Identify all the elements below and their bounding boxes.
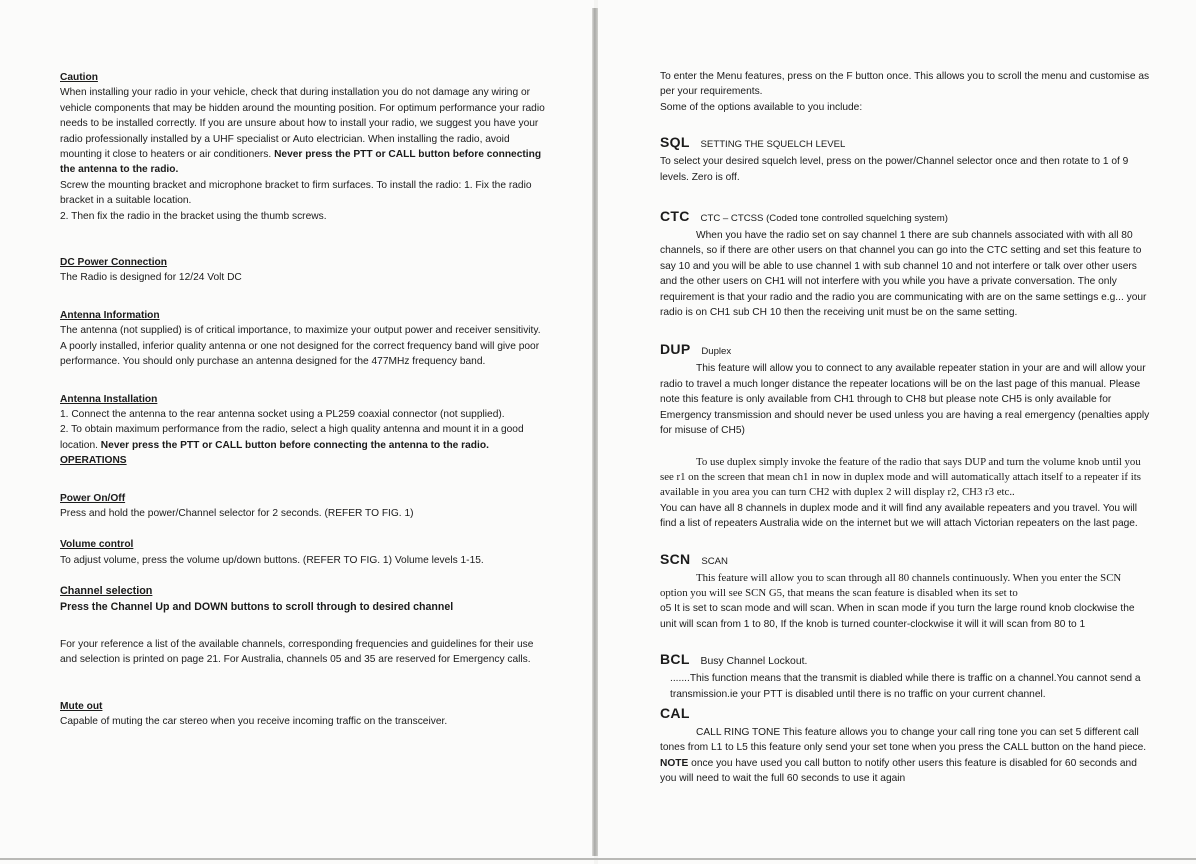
menu-intro-options: Some of the options available to you include:: [660, 101, 863, 113]
caution-section: [60, 70, 546, 224]
volume-section: [60, 537, 546, 568]
bcl-code: BCL: [660, 651, 690, 668]
ctc-section: [660, 207, 1150, 320]
caution-heading: Caution: [60, 72, 98, 83]
bcl-section: [660, 650, 1150, 702]
sql-section: [660, 133, 1150, 185]
volume-heading: Volume control: [60, 539, 134, 551]
right-column: [660, 69, 1150, 787]
cal-code: CAL: [660, 704, 690, 721]
sql-title-line: [660, 133, 1150, 154]
antenna-info-section: [60, 308, 546, 370]
mute-heading: Mute out: [60, 700, 103, 712]
menu-intro: To enter the Menu features, press on the F button once. This allows you to scroll the menu and customise as per your requirements.: [660, 71, 1150, 98]
ctc-code: CTC: [660, 208, 690, 225]
power-heading: Power On/Off: [60, 492, 126, 504]
sql-body: To select your desired squelch level, press on the power/Channel selector once and then rotate to 1 of 9 levels. Zero is off.: [660, 156, 1129, 183]
caution-text: When installing your radio in your vehicle, check that during installation you do not damage any wiring or vehicle components that may be hidden around the mounting position. For optimum performance your radio needs to be installed correctly. If you are unsure about how to install your radio, we suggest you have your radio professionally installed by a UHF specialist or Auto electrician. When installing the radio, avoid mounting it close to heaters or air conditioners.: [60, 87, 545, 161]
cal-section: [660, 704, 1150, 787]
left-column: [60, 70, 546, 730]
dup-body: This feature will allow you to connect to any available repeater station in your are and will allow your radio to travel a much longer distance the repeater locations will be on the last page of this manual. Please note this feature is only available from CH1 through to CH8 but please note CH5 is only available for Emergency transmission and should never be used unless you are having a real emergency (penalties apply for misuse of CH5): [660, 363, 1150, 437]
dup-label: Duplex: [701, 346, 732, 358]
dc-power-section: [60, 255, 546, 286]
cal-note-label: NOTE: [660, 757, 689, 769]
mute-section: [60, 699, 546, 730]
mute-body: Capable of muting the car stereo when you receive incoming traffic on the transceiver.: [60, 716, 448, 728]
antenna-info-heading: Antenna Information: [60, 309, 160, 321]
dc-power-heading: DC Power Connection: [60, 257, 167, 269]
scn-body: o5 It is set to scan mode and will scan. When in scan mode if you turn the large round knob clockwise the unit will scan from 1 to 80, If the knob is turned counter-clockwise it will it will scan from 80 to 1: [660, 603, 1135, 630]
cal-title-line: [660, 704, 1150, 725]
antenna-install-step1: 1. Connect the antenna to the rear antenna socket using a PL259 coaxial connector (not supplied).: [60, 408, 505, 420]
channel-heading: Channel selection: [60, 585, 153, 598]
cal-note-text: once you have used you call button to notify other users this feature is disabled for 60 seconds and you will need to wait the full 60 seconds to use it again: [660, 757, 1137, 785]
power-section: [60, 491, 546, 522]
antenna-install-step2: [60, 422, 546, 453]
dup-title-line: [660, 340, 1150, 361]
scn-code: SCN: [660, 550, 691, 567]
scn-body-serif: This feature will allow you to scan through all 80 channels continuously. When you enter the SCN option you will see SCN G5, that means the scan feature is disabled when its set to: [660, 571, 1122, 599]
sql-code: SQL: [660, 134, 690, 151]
dup-code: DUP: [660, 341, 691, 358]
dup-section: [660, 340, 1150, 531]
channel-body: For your reference a list of the available channels, corresponding frequencies and guidelines for their use and selection is printed on page 21. For Australia, channels 05 and 35 are reserved for Emergency calls.: [60, 638, 534, 666]
antenna-install-heading: Antenna Installation: [60, 393, 158, 405]
dup-usage: To use duplex simply invoke the feature of the radio that says DUP and turn the volume knob until you see r1 on the screen that mean ch1 in now in duplex mode and will automatically attach itself to a repeater if its available in you area you can turn CH2 with duplex 2 will display r2, CH3 r3 etc..: [660, 455, 1141, 499]
dc-power-body: The Radio is designed for 12/24 Volt DC: [60, 272, 242, 284]
caution-warning: Never press the PTT or CALL button before connecting the antenna to the radio.: [60, 149, 542, 176]
operations-heading: OPERATIONS: [60, 455, 127, 467]
caution-thumb-screws: 2. Then fix the radio in the bracket using the thumb screws.: [60, 210, 327, 222]
bcl-label: Busy Channel Lockout.: [700, 656, 808, 668]
bcl-title-line: [660, 650, 1150, 671]
ctc-label: CTC – CTCSS (Coded tone controlled squelching system): [700, 213, 948, 225]
book-spine: [592, 8, 598, 856]
power-body: Press and hold the power/Channel selector for 2 seconds. (REFER TO FIG. 1): [60, 507, 414, 519]
caution-bracket-text: Screw the mounting bracket and microphone bracket to firm surfaces. To install the radio: 1. Fix the radio bracket in a suitable location.: [60, 179, 532, 207]
cal-body: [660, 725, 1150, 787]
page-bottom-edge: [0, 858, 1196, 860]
bcl-body: .......This function means that the transmit is diabled while there is traffic on a channel.You cannot send a transmission.ie your PTT is disabled until there is no traffic on your current channel.: [670, 673, 1141, 700]
sql-label: SETTING THE SQUELCH LEVEL: [700, 139, 846, 151]
ctc-title-line: [660, 207, 1150, 228]
scn-label: SCAN: [701, 555, 728, 567]
caution-body: [60, 85, 546, 177]
antenna-install-section: [60, 392, 546, 469]
channel-section: [60, 584, 546, 668]
antenna-install-warning: Never press the PTT or CALL button before connecting the antenna to the radio.: [100, 439, 489, 451]
dup-repeaters: You can have all 8 channels in duplex mode and it will find any available repeaters and you travel. You will find a list of repeaters Australia wide on the internet but we will attach Victorian repeaters on the last page.: [660, 502, 1138, 530]
ctc-body: When you have the radio set on say channel 1 there are sub channels associated with with all 80 channels, so if there are other users on that channel you can go into the CTC setting and set this feature to say 10 and you will be able to use channel 1 with sub channel 10 and not interfere or talk over other users and the other users on CH1 will not interfere with you while you have a private conversation. The only requirement is that your radio and the radio you are communicating with are on the same settings e.g... your radio is on CH1 sub CH 10 then the receiving unit must be on the same setting.: [660, 230, 1147, 319]
cal-body-text: CALL RING TONE This feature allows you to change your call ring tone you can set 5 different call tones from L1 to L5 this feature only send your set tone when you press the CALL button on the hand piece.: [660, 726, 1147, 754]
channel-subheading: Press the Channel Up and DOWN buttons to scroll through to desired channel: [60, 600, 454, 613]
scn-title-line: [660, 550, 1150, 571]
antenna-install-step2-text: 2. To obtain maximum performance from the radio, select a high quality antenna and mount it in a good location.: [60, 424, 524, 451]
scn-section: [660, 550, 1150, 633]
volume-body: To adjust volume, press the volume up/down buttons. (REFER TO FIG. 1) Volume levels 1-15.: [60, 554, 484, 566]
antenna-info-body: The antenna (not supplied) is of critical importance, to maximize your output power and receiver sensitivity. A poorly installed, inferior quality antenna or one not designed for the correct frequency band will give poor performance. You should only purchase an antenna designed for the 477MHz frequency band.: [60, 325, 541, 368]
